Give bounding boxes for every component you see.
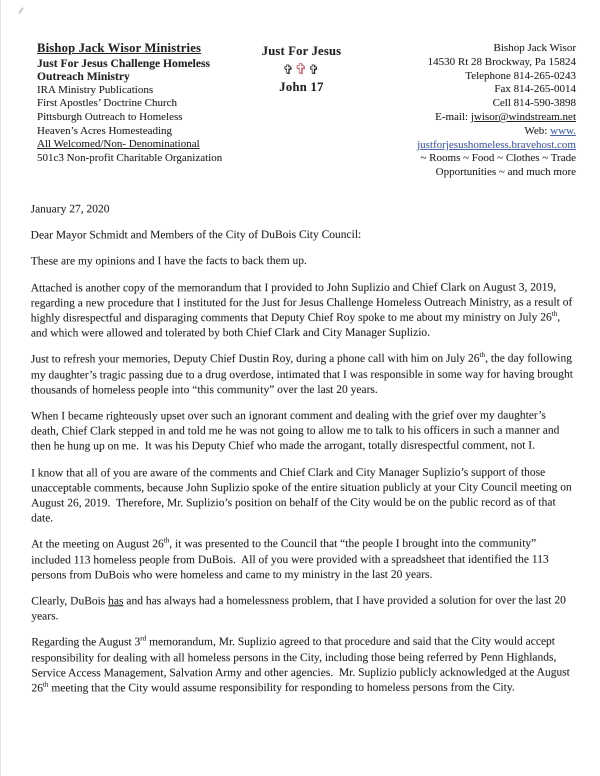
contact-email-line	[368, 111, 576, 125]
letter-date: January 27, 2020	[30, 203, 110, 216]
tagline-line-1: ~ Rooms ~ Food ~ Clothes ~ Trade	[420, 152, 576, 165]
cross-icon: ✞	[282, 62, 295, 77]
contact-fax: Fax 814-265-0014	[494, 83, 576, 96]
letter-paragraph: Just to refresh your memories, Deputy Chief Dustin Roy, during a phone call with him on July 26th, the day following my daughter’s tragic passing due to a drug overdose, intimated that I was responsible in some way for having brought thousands of homeless people into “this community” over the last 20 years.	[30, 351, 576, 397]
letter-paragraph: Attached is another copy of the memorandum that I provided to John Suplizio and Chief Clark on August 3, 2019, regarding a new procedure that I instituted for the Just for Jesus Challenge Homeless Outreach Ministry, as a result of highly disrespectful and disparaging comments that Deputy Chief Roy spoke to me about my ministry on July 26th, and which were allowed and tolerated by both Chief Clark and City Manager Suplizio.	[30, 281, 576, 340]
john-17-verse: John 17	[279, 80, 324, 94]
web-label: Web:	[524, 124, 551, 137]
just-for-jesus-title: Just For Jesus	[261, 44, 342, 58]
web-prefix-link: www.	[550, 124, 576, 137]
web-url-link: justforjesushomeless.bravehost.com	[417, 138, 576, 151]
letterhead-center-block	[239, 42, 365, 180]
ministry-pittsburgh-line: Pittsburgh Outreach to Homeless	[37, 110, 183, 123]
letter-paragraph: These are my opinions and I have the facts to back them up.	[30, 255, 307, 268]
cross-icon-red: ✞	[294, 62, 309, 78]
letter-salutation: Dear Mayor Schmidt and Members of the City of DuBois City Council:	[30, 229, 362, 242]
ministry-church-line: First Apostles’ Doctrine Church	[37, 97, 178, 110]
ministry-heavens-acres-line: Heaven’s Acres Homesteading	[37, 124, 173, 137]
contact-name: Bishop Jack Wisor	[493, 42, 576, 54]
ministry-ira-line: IRA Ministry Publications	[37, 83, 154, 96]
letter-paragraph: I know that all of you are aware of the comments and Chief Clark and City Manager Suplizio’s support of those unacceptable comments, because John Suplizio spoke of the entire situation publicly at your City Council meeting on August 26, 2019. Therefore, Mr. Suplizio’s position on behalf of the City would be on the public record as of that date.	[31, 466, 575, 525]
letter-paragraph: Regarding the August 3rd memorandum, Mr. Suplizio agreed to that procedure and said that the City would accept responsibility for dealing with all homeless persons in the City, including those being referred by Penn Highlands, Service Access Management, Salvation Army and other agencies. Mr. Suplizio publicly acknowledged at the August 26th meeting that the City would assume responsibility for responding to homeless persons from the City.	[31, 634, 573, 695]
letter-body	[1, 179, 600, 696]
contact-cell: Cell 814-590-3898	[492, 97, 576, 110]
ministry-name: Bishop Jack Wisor Ministries	[37, 41, 202, 55]
ministry-outreach-line: Just For Jesus Challenge Homeless Outreach Ministry	[37, 56, 211, 84]
letter-paragraph: When I became righteously upset over such an ignorant comment and dealing with the grief over my daughter’s death, Chief Clark stepped in and told me he was not going to allow me to talk to his officers in such a manner and then he hung up on me. It was his Deputy Chief who made the arrogant, totally disrespectful comment, not I.	[30, 409, 563, 453]
ministry-welcomed-line: All Welcomed/Non- Denominational	[37, 138, 200, 151]
letterhead	[1, 0, 600, 180]
letterhead-ministries-block	[37, 42, 235, 180]
contact-web-line	[368, 125, 576, 139]
ministry-501c3-line: 501c3 Non-profit Charitable Organization	[37, 151, 223, 164]
cross-icon: ✞	[308, 62, 321, 77]
letter-paragraph: Clearly, DuBois has and has always had a homelessness problem, that I have provided a solution for over the last 20 years.	[31, 594, 569, 623]
email-address: jwisor@windstream.net	[470, 110, 576, 123]
letterhead-contact-block	[368, 42, 576, 180]
contact-address: 14530 Rt 28 Brockway, Pa 15824	[427, 55, 576, 68]
crosses-row	[239, 62, 365, 78]
email-label: E-mail:	[435, 110, 471, 123]
letter-paragraph: At the meeting on August 26th, it was presented to the Council that “the people I brought into the community” included 113 homeless people from DuBois. All of you were provided with a spreadsheet that identified the 113 persons from DuBois who were homeless and came to my ministry in the last 20 years.	[31, 536, 552, 582]
tagline-line-2: Opportunities ~ and much more	[435, 166, 576, 179]
contact-telephone: Telephone 814-265-0243	[465, 69, 576, 82]
